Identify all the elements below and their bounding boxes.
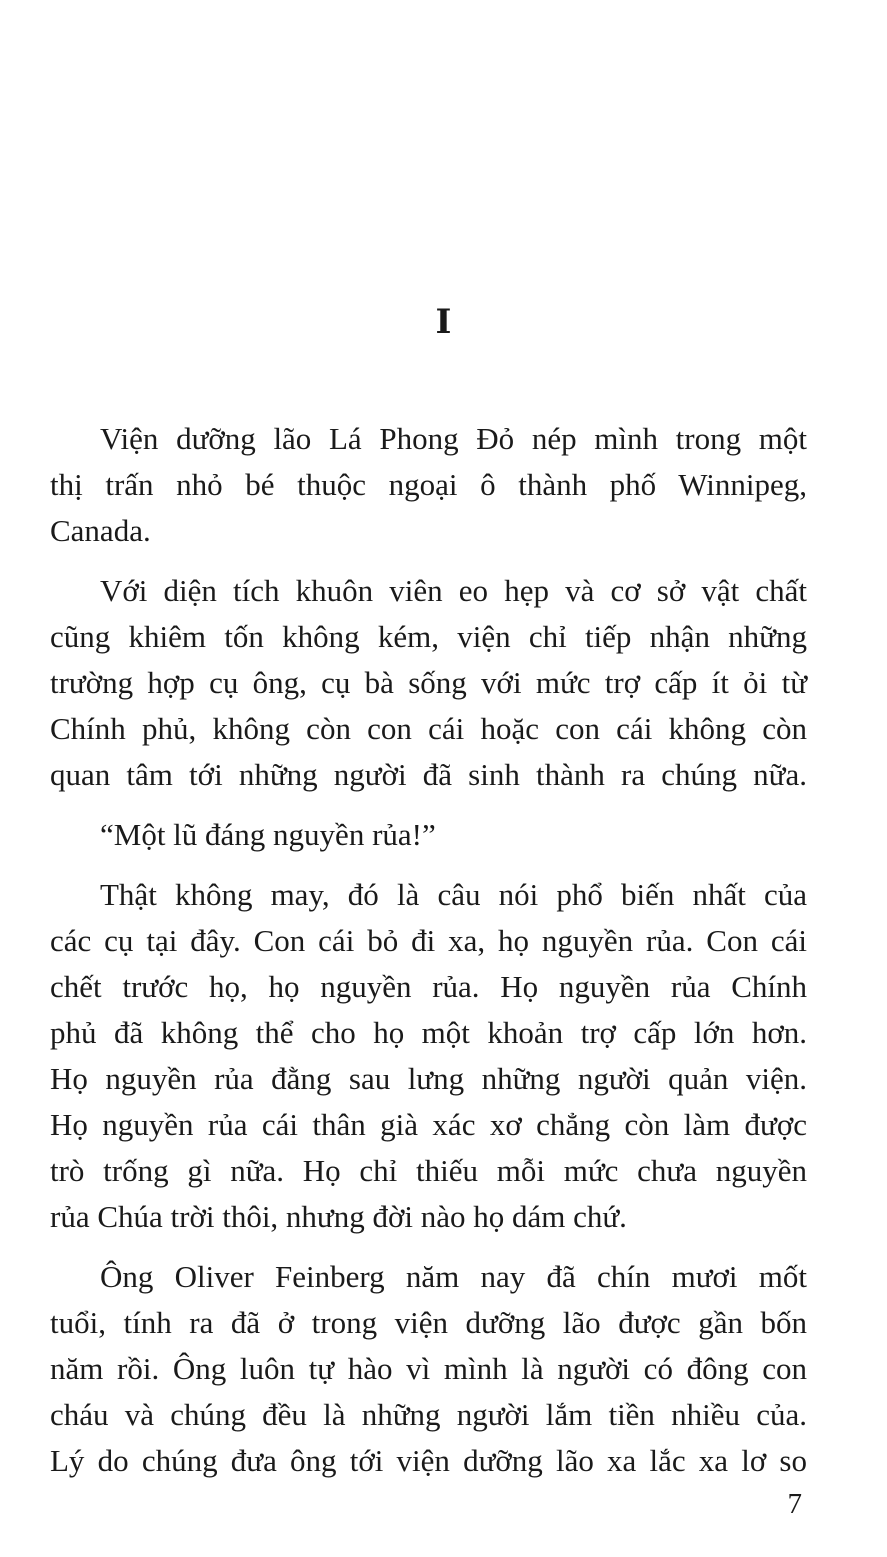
text-line: trường hợp cụ ông, cụ bà sống với mức trợ cấp ít ỏi từ — [50, 665, 807, 700]
text-line: chết trước họ, họ nguyền rủa. Họ nguyền rủa Chính — [50, 969, 807, 1004]
text-line: quan tâm tới những người đã sinh thành ra chúng nữa. — [50, 757, 807, 792]
body-text — [50, 416, 807, 1484]
paragraph-2 — [50, 568, 807, 798]
text-line: phủ đã không thể cho họ một khoản trợ cấp lớn hơn. — [50, 1015, 807, 1050]
paragraph-4 — [50, 872, 807, 1240]
text-line: Lý do chúng đưa ông tới viện dưỡng lão xa lắc xa lơ so — [50, 1443, 807, 1478]
text-line: Với diện tích khuôn viên eo hẹp và cơ sở vật chất — [100, 573, 807, 608]
text-line: năm rồi. Ông luôn tự hào vì mình là người có đông con — [50, 1351, 807, 1386]
text-line: tuổi, tính ra đã ở trong viện dưỡng lão được gần bốn — [50, 1305, 807, 1340]
text-line: “Một lũ đáng nguyền rủa!” — [100, 817, 436, 852]
text-line: cháu và chúng đều là những người lắm tiền nhiều của. — [50, 1397, 807, 1432]
text-line: các cụ tại đây. Con cái bỏ đi xa, họ nguyền rủa. Con cái — [50, 923, 807, 958]
text-line: rủa Chúa trời thôi, nhưng đời nào họ dám chứ. — [50, 1199, 627, 1234]
text-line: Ông Oliver Feinberg năm nay đã chín mươi mốt — [100, 1259, 807, 1294]
text-line: Họ nguyền rủa cái thân già xác xơ chẳng còn làm được — [50, 1107, 807, 1142]
paragraph-1 — [50, 416, 807, 554]
text-line: cũng khiêm tốn không kém, viện chỉ tiếp nhận những — [50, 619, 807, 654]
text-line: Thật không may, đó là câu nói phổ biến nhất của — [100, 877, 807, 912]
text-line: Viện dưỡng lão Lá Phong Đỏ nép mình trong một — [100, 421, 807, 456]
paragraph-3 — [50, 812, 807, 858]
text-line: Chính phủ, không còn con cái hoặc con cái không còn — [50, 711, 807, 746]
paragraph-5 — [50, 1254, 807, 1484]
text-line: Canada. — [50, 513, 151, 548]
text-line: thị trấn nhỏ bé thuộc ngoại ô thành phố Winnipeg, — [50, 467, 807, 502]
page-number: 7 — [787, 1488, 802, 1520]
text-line: trò trống gì nữa. Họ chỉ thiếu mỗi mức chưa nguyền — [50, 1153, 807, 1188]
chapter-heading: I — [435, 302, 452, 342]
text-line: Họ nguyền rủa đằng sau lưng những người quản viện. — [50, 1061, 807, 1096]
